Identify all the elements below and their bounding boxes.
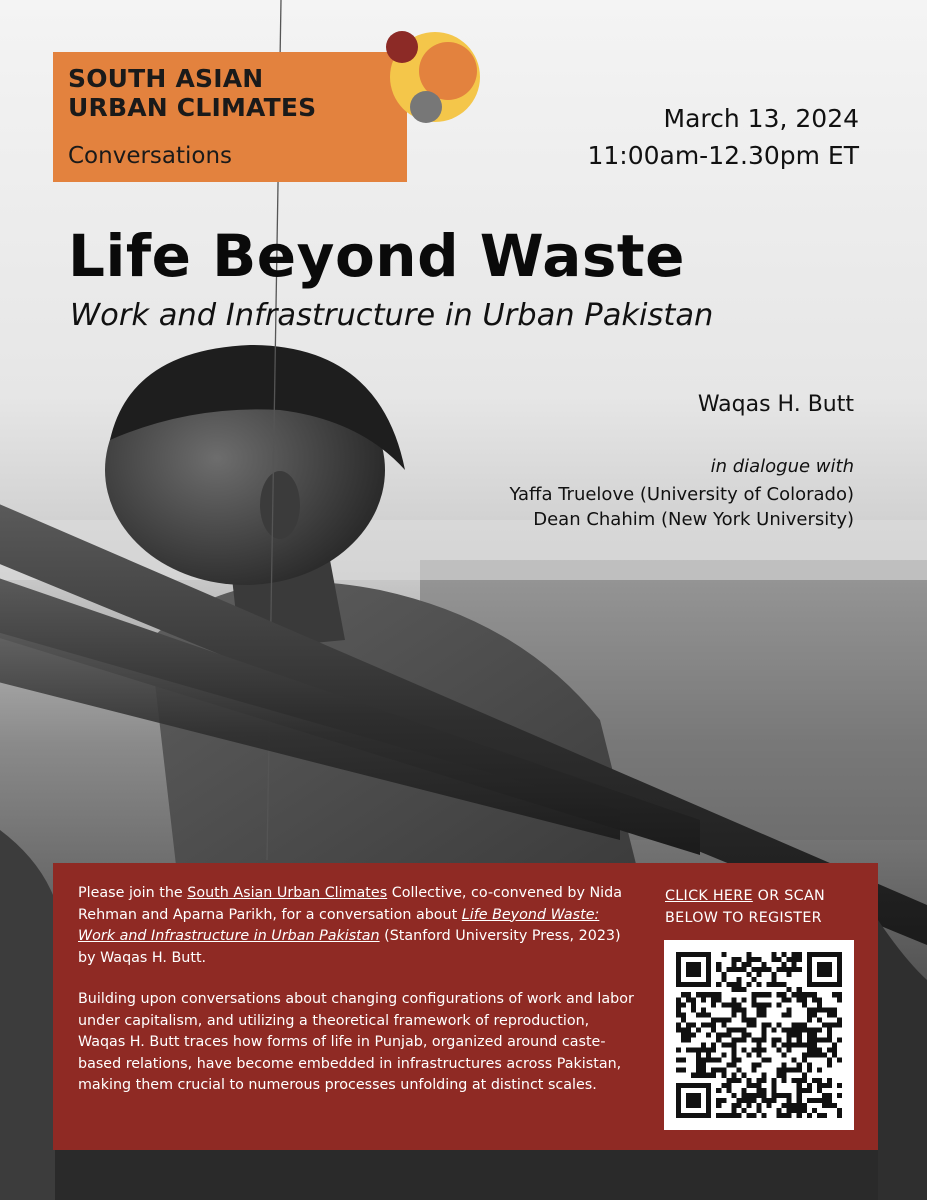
event-time: 11:00am-12.30pm ET (587, 141, 859, 170)
series-name-line1: SOUTH ASIAN (68, 64, 264, 93)
speaker-name: Waqas H. Butt (697, 392, 854, 417)
series-logo-circles (375, 25, 485, 135)
register-prompt (665, 885, 865, 929)
event-title: Life Beyond Waste (68, 222, 685, 290)
description-paragraph: Building upon conversations about changing configurations of work and labor under capitalism, and utilizing a theoretical framework of reproduction, Waqas H. Butt traces how forms of life in Punjab, organized around caste-based relations, have become embedded in infrastructures across Pakistan, making them crucial to numerous processes unfolding at distinct scales. (78, 991, 634, 1093)
intro-text-start: Please join the (78, 885, 188, 901)
event-date: March 13, 2024 (663, 104, 859, 133)
info-panel (53, 863, 878, 1150)
qr-code[interactable] (664, 940, 854, 1130)
intro-text-end: (Stanford University Press, 2023) by Waqas H. Butt. (78, 928, 621, 966)
register-text: OR SCAN BELOW TO REGISTER (665, 888, 826, 926)
series-name-line2: URBAN CLIMATES (68, 93, 317, 122)
collective-link[interactable]: South Asian Urban Climates (187, 885, 388, 901)
register-link[interactable]: CLICK HERE (665, 888, 753, 904)
series-badge (53, 52, 407, 182)
series-subtitle: Conversations (68, 143, 233, 169)
dialogue-label: in dialogue with (710, 456, 854, 477)
qr-code-icon (676, 952, 842, 1118)
book-link[interactable]: Life Beyond Waste: Work and Infrastructure in Urban Pakistan (78, 906, 600, 944)
discussant-2: Dean Chahim (New York University) (533, 509, 854, 530)
intro-paragraph (78, 883, 638, 969)
intro-text-middle: Collective, co-convened by Nida Rehman and Aparna Parikh, for a conversation about (78, 885, 622, 923)
event-subtitle: Work and Infrastructure in Urban Pakistan (70, 298, 714, 333)
discussant-1: Yaffa Truelove (University of Colorado) (509, 484, 854, 505)
